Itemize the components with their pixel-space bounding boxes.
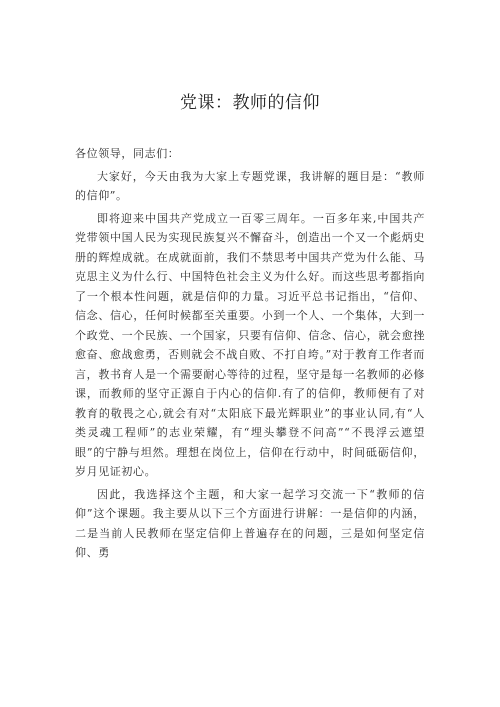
document-title: 党课：教师的信仰 xyxy=(180,93,320,113)
document-body xyxy=(75,144,425,566)
paragraph-outline: 因此，我选择这个主题，和大家一起学习交流一下“教师的信仰”这个课题。我主要从以下三个方面进行讲解：一是信仰的内涵，二是当前人民教师在坚定信仰上普遍存在的问题，三是如何坚定信仰、勇 xyxy=(75,487,425,559)
paragraph-main: 即将迎来中国共产党成立一百零三周年。一百多年来,中国共产党带领中国人民为实现民族复兴不懈奋斗，创造出一个又一个彪炳史册的辉煌成就。在成就面前，我们不禁思考中国共产党为什么能、马克思主义为什么行、中国特色社会主义为什么好。而这些思考都指向了一个根本性问题，就是信仰的力量。习近平总书记指出，“信仰、信念、信心，任何时候都至关重要。小到一个人、一个集体，大到一个政党、一个民族、一个国家，只要有信仰、信念、信心，就会愈挫愈奋、愈战愈勇，否则就会不战自败、不打自垮。”对于教育工作者而言，教书育人是一个需要耐心等待的过程，坚守是每一名教师的必修课，而教师的坚守正源自于内心的信仰.有了的信仰，教师便有了对教育的敬畏之心,就会有对“太阳底下最光辉职业”的事业认同,有“人类灵魂工程师”的志业荣耀，有“埋头攀登不问高”“不畏浮云遮望眼”的宁静与坦然。理想在岗位上，信仰在行动中，时间砥砺信仰，岁月见证初心。 xyxy=(75,211,425,478)
paragraph-intro: 大家好，今天由我为大家上专题党课，我讲解的题目是：“教师的信仰”。 xyxy=(75,169,425,202)
salutation: 各位领导，同志们： xyxy=(75,147,180,160)
